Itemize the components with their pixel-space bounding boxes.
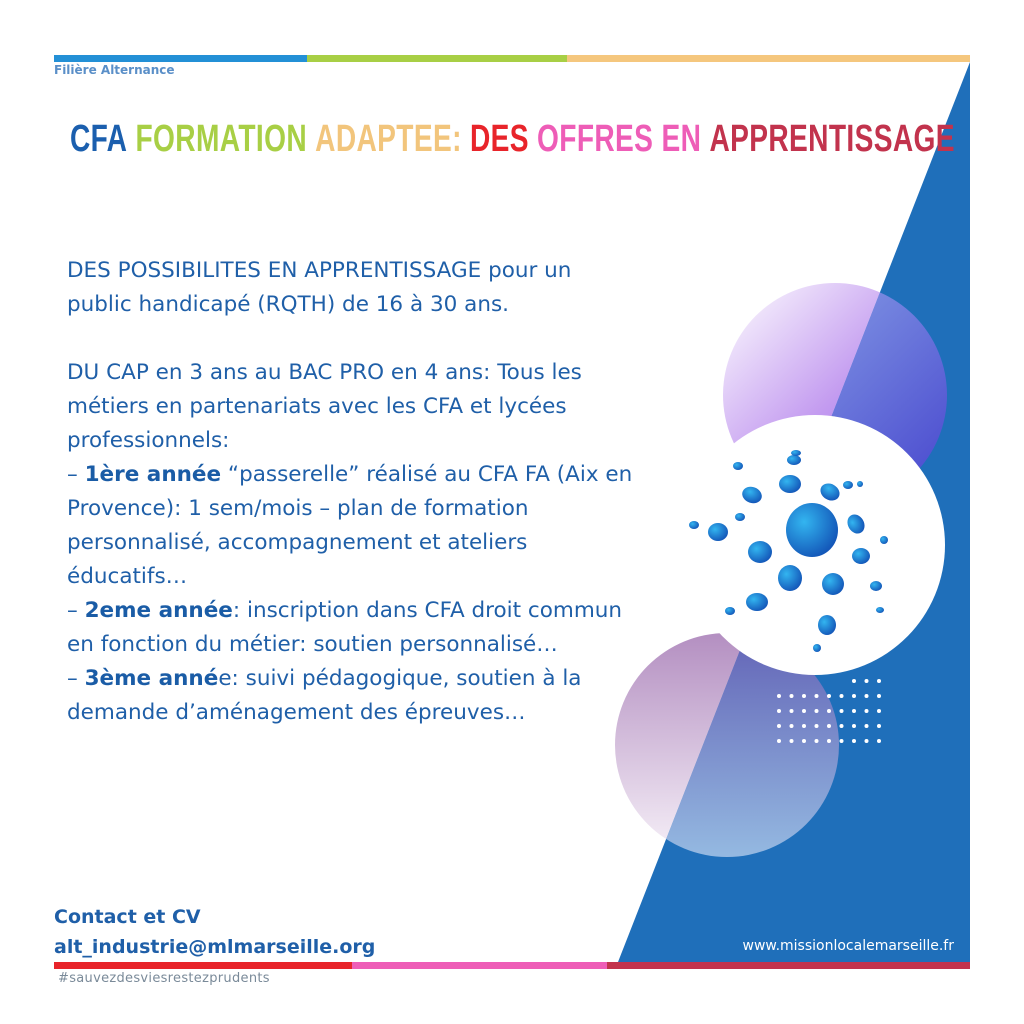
grid-dot [815,739,819,743]
grid-dot [865,739,869,743]
grid-dot [865,709,869,713]
grid-dot [852,724,856,728]
grid-dot [840,739,844,743]
headline-word: CFA [70,118,128,160]
grid-dot [777,724,781,728]
grid-dot [802,739,806,743]
contact-label: Contact et CV [54,906,201,928]
headline [70,116,963,162]
grid-dot [827,694,831,698]
grid-dot [790,724,794,728]
headline-word: FORMATION [135,118,307,160]
headline-word: OFFRES EN [537,118,702,160]
grid-dot [827,724,831,728]
grid-dot [802,694,806,698]
grid-dot [877,724,881,728]
grid-dot [840,709,844,713]
headline-word: ADAPTEE: [315,118,462,160]
headline-word: APPRENTISSAGE [709,118,955,160]
grid-dot [877,709,881,713]
grid-dot [802,709,806,713]
grid-dot [790,709,794,713]
grid-dot [865,724,869,728]
grid-dot [852,694,856,698]
grid-dot [815,709,819,713]
grid-dot [865,694,869,698]
grid-dot [777,709,781,713]
hashtag: #sauvezdesviesrestezprudents [58,971,270,986]
body-text [67,254,637,730]
grid-dot [790,739,794,743]
year-item: – 2eme année: inscription dans CFA droit commun en fonction du métier: soutien personnalisé… [67,598,623,657]
grid-dot [877,679,881,683]
grid-dot [815,724,819,728]
grid-dot [802,724,806,728]
grid-dot [777,694,781,698]
grid-dot [815,694,819,698]
grid-dot [852,679,856,683]
contact-block [54,902,375,962]
grid-dot [840,724,844,728]
intro-paragraph: DES POSSIBILITES EN APPRENTISSAGE pour un public handicapé (RQTH) de 16 à 30 ans. [67,258,572,317]
program-paragraph: DU CAP en 3 ans au BAC PRO en 4 ans: Tous les métiers en partenariats avec les CFA et lycées professionnels: [67,360,582,453]
year-item: – 1ère année “passerelle” réalisé au CFA FA (Aix en Provence): 1 sem/mois – plan de formation personnalisé, accompagnement et ateliers éducatifs… [67,462,633,589]
grid-dot [827,739,831,743]
grid-dot [852,739,856,743]
grid-dot [877,694,881,698]
year-item: – 3ème année: suivi pédagogique, soutien à la demande d’aménagement des épreuves… [67,666,582,725]
top-color-bar [54,55,970,62]
grid-dot [865,679,869,683]
bottom-color-bar [54,962,970,969]
grid-dot [840,694,844,698]
headline-word: DES [469,118,529,160]
grid-dot [790,694,794,698]
filiere-tag: Filière Alternance [54,63,175,77]
contact-email[interactable]: alt_industrie@mlmarseille.org [54,936,376,958]
grid-dot [777,739,781,743]
website-link[interactable]: www.missionlocalemarseille.fr [742,938,954,954]
grid-dot [877,739,881,743]
grid-dot [852,709,856,713]
grid-dot [827,709,831,713]
